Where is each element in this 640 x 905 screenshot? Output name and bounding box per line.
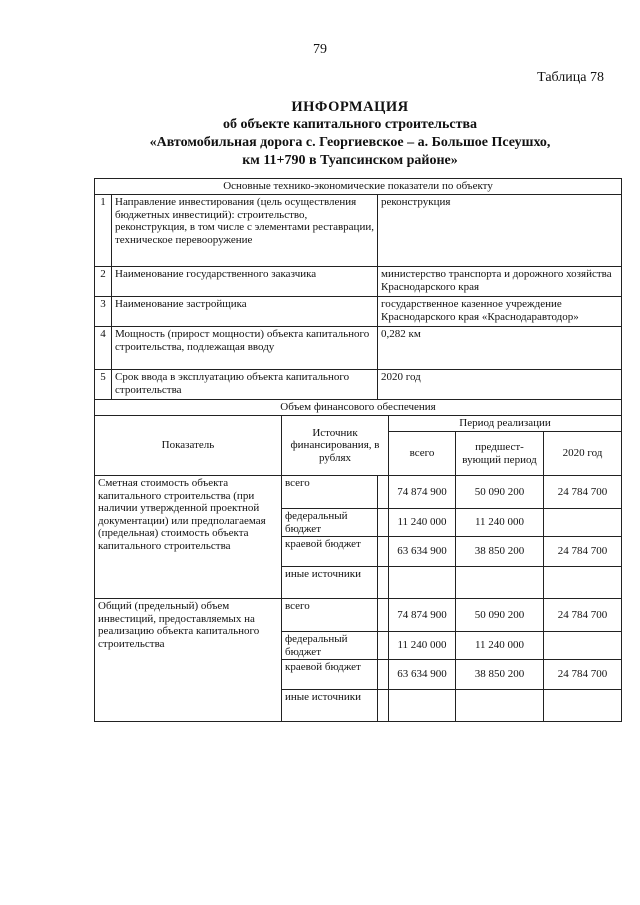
financing-indicator-label: Сметная стоимость объекта капитального строительства (при наличии утвержденной проектной документации) или предполагаемая (предельная) стоимость объекта капитального строительства bbox=[95, 476, 282, 599]
title-line-4: км 11+790 в Туапсинском районе» bbox=[242, 153, 458, 168]
title-line-3: «Автомобильная дорога с. Георгиевское – а. Большое Псеушхо, bbox=[149, 135, 551, 150]
document-title bbox=[70, 98, 630, 170]
row-number: 3 bbox=[95, 297, 112, 327]
value-year: 24 784 700 bbox=[544, 599, 622, 632]
row-number: 1 bbox=[95, 195, 112, 267]
row-number: 2 bbox=[95, 267, 112, 297]
value-total: 74 874 900 bbox=[389, 599, 456, 632]
indicator-label: Направление инвестирования (цель осуществления бюджетных инвестиций): строительство, реконструкция, в том числе с элементами реставрации, техническое перевооружение bbox=[112, 195, 378, 267]
value-year: 24 784 700 bbox=[544, 476, 622, 509]
financing-source: всего bbox=[282, 599, 378, 632]
value-year bbox=[544, 690, 622, 722]
value-total: 11 240 000 bbox=[389, 509, 456, 537]
value-previous bbox=[456, 567, 544, 599]
section-header-indicators: Основные технико-экономические показатели по объекту bbox=[95, 179, 622, 195]
section-header-financing: Объем финансового обеспечения bbox=[95, 400, 622, 416]
column-header-source: Источник финансирования, в рублях bbox=[282, 416, 389, 476]
table-row bbox=[95, 476, 622, 509]
value-total bbox=[389, 690, 456, 722]
financing-source: федеральный бюджет bbox=[282, 632, 378, 660]
value-total bbox=[389, 567, 456, 599]
indicator-label: Наименование государственного заказчика bbox=[112, 267, 378, 297]
value-previous: 50 090 200 bbox=[456, 476, 544, 509]
value-previous: 11 240 000 bbox=[456, 632, 544, 660]
table-row bbox=[95, 195, 622, 267]
value-total: 74 874 900 bbox=[389, 476, 456, 509]
indicator-label: Срок ввода в эксплуатацию объекта капитального строительства bbox=[112, 370, 378, 400]
value-previous bbox=[456, 690, 544, 722]
column-header-year: 2020 год bbox=[544, 432, 622, 476]
value-year bbox=[544, 632, 622, 660]
column-header-indicator: Показатель bbox=[95, 416, 282, 476]
value-previous: 50 090 200 bbox=[456, 599, 544, 632]
value-total: 11 240 000 bbox=[389, 632, 456, 660]
row-number: 5 bbox=[95, 370, 112, 400]
indicator-value: 2020 год bbox=[378, 370, 622, 400]
financing-indicator-label: Общий (предельный) объем инвестиций, предоставляемых на реализацию объекта капитального строительства bbox=[95, 599, 282, 722]
value-year: 24 784 700 bbox=[544, 537, 622, 567]
table-row bbox=[95, 599, 622, 632]
value-year: 24 784 700 bbox=[544, 660, 622, 690]
financing-source: иные источники bbox=[282, 690, 378, 722]
column-header-total: всего bbox=[389, 432, 456, 476]
value-previous: 11 240 000 bbox=[456, 509, 544, 537]
indicator-value: 0,282 км bbox=[378, 327, 622, 370]
indicator-value: министерство транспорта и дорожного хозяйства Краснодарского края bbox=[378, 267, 622, 297]
column-header-period: Период реализации bbox=[389, 416, 622, 432]
table-row bbox=[95, 297, 622, 327]
row-number: 4 bbox=[95, 327, 112, 370]
indicator-label: Мощность (прирост мощности) объекта капитального строительства, подлежащая вводу bbox=[112, 327, 378, 370]
financing-source: краевой бюджет bbox=[282, 660, 378, 690]
table-row bbox=[95, 267, 622, 297]
financing-source: всего bbox=[282, 476, 378, 509]
indicator-value: реконструкция bbox=[378, 195, 622, 267]
table-row bbox=[95, 327, 622, 370]
value-previous: 38 850 200 bbox=[456, 660, 544, 690]
title-line-1: ИНФОРМАЦИЯ bbox=[291, 99, 409, 115]
financing-source: иные источники bbox=[282, 567, 378, 599]
value-year bbox=[544, 509, 622, 537]
financing-source: федеральный бюджет bbox=[282, 509, 378, 537]
financing-source: краевой бюджет bbox=[282, 537, 378, 567]
financing-header-row bbox=[95, 416, 622, 432]
object-info-table bbox=[94, 178, 622, 722]
table-row bbox=[95, 370, 622, 400]
value-total: 63 634 900 bbox=[389, 660, 456, 690]
title-line-2: об объекте капитального строительства bbox=[222, 117, 478, 132]
value-previous: 38 850 200 bbox=[456, 537, 544, 567]
value-year bbox=[544, 567, 622, 599]
column-header-previous: предшест-вующий период bbox=[456, 432, 544, 476]
indicator-label: Наименование застройщика bbox=[112, 297, 378, 327]
indicator-value: государственное казенное учреждение Краснодарского края «Краснодаравтодор» bbox=[378, 297, 622, 327]
table-label: Таблица 78 bbox=[537, 70, 604, 85]
page-number: 79 bbox=[313, 42, 327, 57]
value-total: 63 634 900 bbox=[389, 537, 456, 567]
